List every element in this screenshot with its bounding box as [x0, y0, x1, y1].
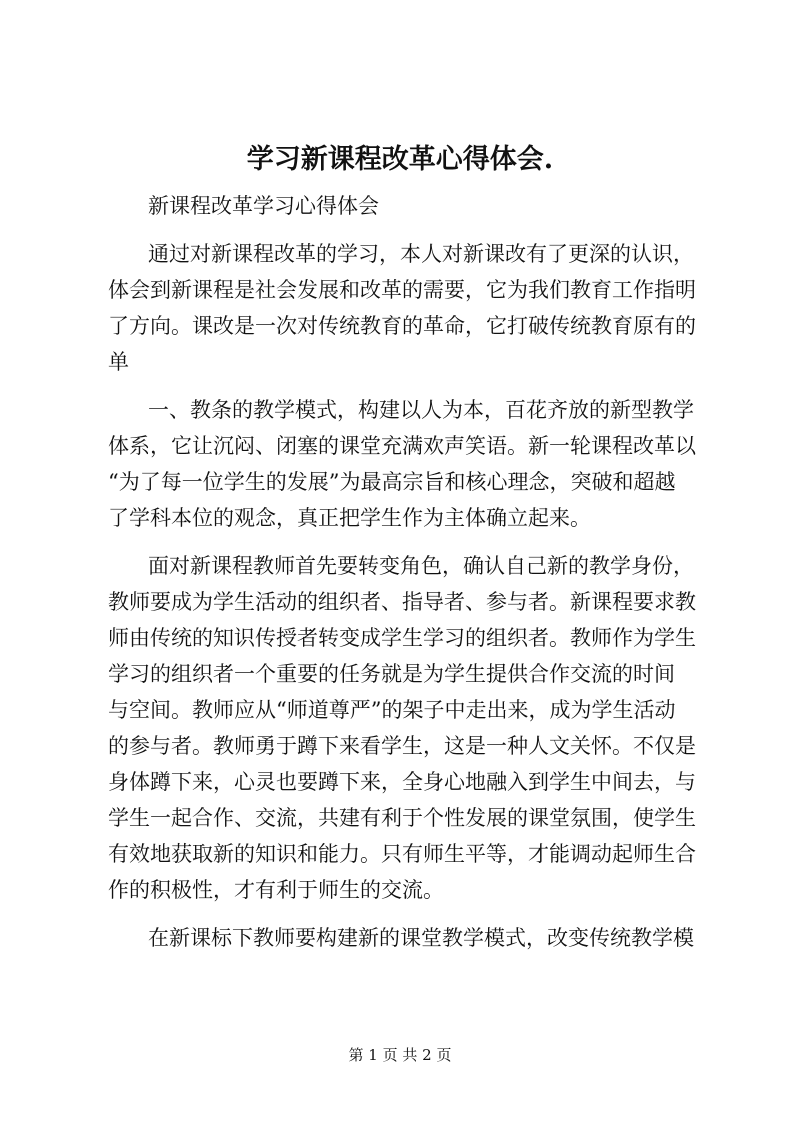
document-title: 学习新课程改革心得体会.: [246, 144, 554, 175]
body-line-15: 身体蹲下来，心灵也要蹲下来，全身心地融入到学生中间去，与: [108, 770, 696, 794]
body-line-19: 在新课标下教师要构建新的课堂教学模式，改变传统教学模: [148, 926, 694, 950]
body-line-10: 教师要成为学生活动的组织者、指导者、参与者。新课程要求教: [108, 590, 696, 614]
body-line-12: 学习的组织者一个重要的任务就是为学生提供合作交流的时间: [108, 662, 675, 686]
body-line-16: 学生一起合作、交流，共建有利于个性发展的课堂氛围，使学生: [108, 806, 696, 830]
body-line-17: 有效地获取新的知识和能力。只有师生平等，才能调动起师生合: [108, 842, 696, 866]
body-line-13: 与空间。教师应从“师道尊严”的架子中走出来，成为学生活动: [108, 698, 676, 722]
body-line-7: “为了每一位学生的发展”为最高宗旨和核心理念，突破和超越: [108, 470, 676, 494]
body-line-1: 通过对新课程改革的学习，本人对新课改有了更深的认识，: [148, 242, 694, 266]
body-line-5: 一、教条的教学模式，构建以人为本，百花齐放的新型教学: [148, 398, 694, 422]
page-footer: 第 1 页 共 2 页: [348, 1046, 452, 1064]
body-line-11: 师由传统的知识传授者转变成学生学习的组织者。教师作为学生: [108, 626, 696, 650]
body-line-6: 体系，它让沉闷、闭塞的课堂充满欢声笑语。新一轮课程改革以: [108, 434, 696, 458]
body-line-3: 了方向。课改是一次对传统教育的革命，它打破传统教育原有的: [108, 314, 696, 338]
body-line-4: 单: [108, 350, 129, 374]
body-line-14: 的参与者。教师勇于蹲下来看学生，这是一种人文关怀。不仅是: [108, 734, 696, 758]
body-line-2: 体会到新课程是社会发展和改革的需要，它为我们教育工作指明: [108, 278, 696, 302]
body-line-8: 了学科本位的观念，真正把学生作为主体确立起来。: [108, 506, 591, 530]
body-line-18: 作的积极性，才有利于师生的交流。: [108, 878, 444, 902]
body-line-9: 面对新课程教师首先要转变角色，确认自己新的教学身份，: [148, 554, 694, 578]
document-subtitle: 新课程改革学习心得体会: [148, 194, 379, 218]
